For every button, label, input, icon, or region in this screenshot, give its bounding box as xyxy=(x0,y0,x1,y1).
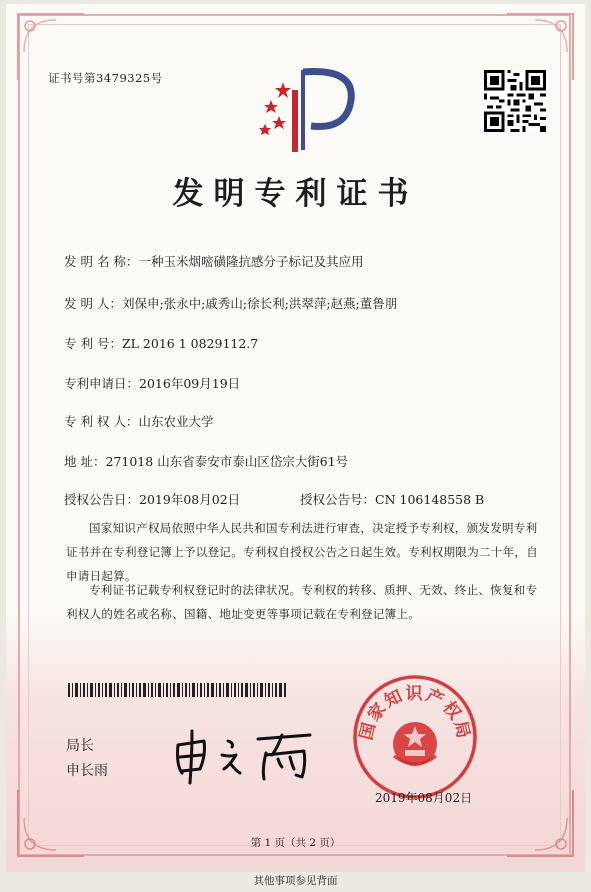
field-invention-name: 发 明 名 称：一种玉米烟嘧磺隆抗感分子标记及其应用 xyxy=(64,254,364,269)
patent-office-logo-icon xyxy=(255,60,365,160)
field-value: 一种玉米烟嘧磺隆抗感分子标记及其应用 xyxy=(138,254,364,269)
qr-code-icon xyxy=(484,70,546,132)
footer-note: 其他事项参见背面 xyxy=(253,875,338,887)
field-grant-date: 授权公告日：2019年08月02日 xyxy=(64,492,241,507)
field-patentee: 专 利 权 人：山东农业大学 xyxy=(64,414,214,429)
field-value: 2016年09月19日 xyxy=(139,376,241,391)
field-filing-date: 专利申请日：2016年09月19日 xyxy=(64,376,241,391)
seal-date: 2019年08月02日 xyxy=(375,791,473,805)
signatory-title: 局长 xyxy=(66,738,94,754)
svg-text:国家知识产权局: 国家知识产权局 xyxy=(356,684,474,743)
field-value: 271018 山东省泰安市泰山区岱宗大街61号 xyxy=(105,454,349,469)
field-value: 刘保申;张永中;戚秀山;徐长利;洪翠萍;赵燕;董鲁朋 xyxy=(121,296,398,311)
field-value: 2019年08月02日 xyxy=(139,492,241,507)
field-patent-number: 专 利 号：ZL 2016 1 0829112.7 xyxy=(64,336,259,351)
barcode-icon xyxy=(68,683,288,697)
field-label: 专 利 权 人 xyxy=(64,414,126,429)
handwritten-signature xyxy=(170,725,320,785)
legal-status-note: 专利证书记载专利权登记时的法律状况。专利权的转移、质押、无效、终止、恢复和专利权人的姓名或名称、国籍、地址变更等事项记载在专利登记簿上。 xyxy=(66,583,538,621)
field-value: CN 106148558 B xyxy=(375,492,485,507)
field-label: 授权公告号 xyxy=(300,492,363,507)
certificate-statement: 国家知识产权局依照中华人民共和国专利法进行审查，决定授予专利权，颁发发明专利证书并在专利登记簿上予以登记。专利权自授权公告之日起生效。专利权期限为二十年，自申请日起算。 xyxy=(66,521,538,583)
field-label: 发 明 人 xyxy=(64,296,110,311)
page-number: 第 1 页（共 2 页） xyxy=(250,837,341,849)
field-address: 地 址：271018 山东省泰安市泰山区岱宗大街61号 xyxy=(64,454,349,469)
field-label: 专利申请日 xyxy=(64,376,127,391)
official-seal xyxy=(350,672,480,802)
field-value: 山东农业大学 xyxy=(138,414,214,429)
certificate-number: 证书号第3479325号 xyxy=(48,71,163,85)
field-value: ZL 2016 1 0829112.7 xyxy=(121,336,259,351)
certificate-title: 发明专利证书 xyxy=(172,176,419,212)
field-grant-number: 授权公告号：CN 106148558 B xyxy=(300,492,485,507)
field-label: 专 利 号 xyxy=(64,336,110,351)
field-label: 地 址 xyxy=(64,454,93,469)
field-label: 授权公告日 xyxy=(64,492,127,507)
signatory-name: 申长雨 xyxy=(66,763,108,779)
field-label: 发 明 名 称 xyxy=(64,254,126,269)
field-inventors: 发 明 人：刘保申;张永中;戚秀山;徐长利;洪翠萍;赵燕;董鲁朋 xyxy=(64,296,398,311)
